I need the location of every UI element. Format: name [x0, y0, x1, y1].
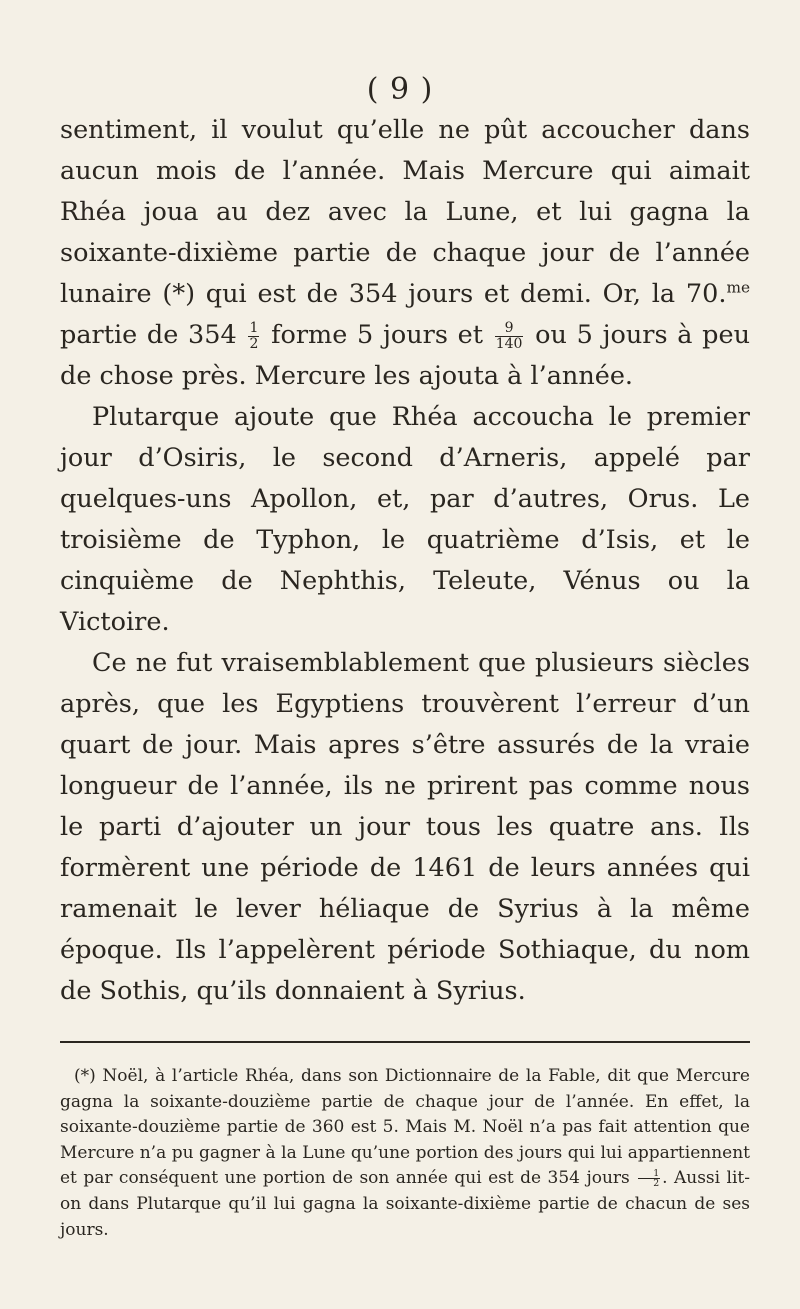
paragraph-3: Ce ne fut vraisemblablement que plusieurs siècles après, que les Egyptiens trouvèrent l’erreur d’un quart de jour. Mais apres s’être assurés de la vraie longueur de l’année, ils ne prirent pas comme nous le parti d’ajouter un jour tous les quatre ans. Ils formèrent une période de 1461 de leurs années qui ramenait le lever héliaque de Syrius à la même époque. Ils l’appelèrent période Sothiaque, du nom de Sothis, qu’ils donnaient à Syrius. [60, 648, 750, 1006]
footnote-part-2: . Aussi lit-on dans Plutarque qu’il lui gagna la soixante-dixième partie de chacun de ses jours. [60, 1168, 750, 1240]
footnote-part-1: (*) Noël, à l’article Rhéa, dans son Dictionnaire de la Fable, dit que Mercure gagna la soixante-douzième partie de chaque jour de l’année. En effet, la soixante-douzième partie de 360 est 5. Mais M. Noël n’a pas fait attention que Mercure n’a pu gagner à la Lune qu’une portion des jours qui lui appartiennent et par conséquent une portion de son année qui est de 354 jours [60, 1066, 750, 1189]
paragraph-1-part-4: ou 5 jours à peu de chose près. Mercure les ajouta à l’année. [60, 320, 750, 391]
footnote-separator [60, 1041, 750, 1043]
ordinal-superscript: me [726, 278, 750, 297]
fraction-one-half [248, 321, 259, 350]
paragraph-2: Plutarque ajoute que Rhéa accoucha le premier jour d’Osiris, le second d’Arneris, appelé par quelques-uns Apollon, et, par d’autres, Orus. Le troisième de Typhon, le quatrième d’Isis, et le cinquième de Nephthis, Teleute, Vénus ou la Victoire. [60, 402, 750, 637]
fraction-nine-140 [495, 321, 524, 350]
paragraph-1-part-2: partie de 354 [60, 320, 247, 350]
fraction-denominator: 140 [495, 335, 523, 352]
footnote [60, 1064, 750, 1243]
paragraph-1-part-1: sentiment, il voulut qu’elle ne pût accoucher dans aucun mois de l’année. Mais Mercure qui aimait Rhéa joua au dez avec la Lune, et lui gagna la soixante-dixième partie de chaque jour de l’année lunaire (*) qui est de 354 jours et demi. Or, la 70. [60, 115, 750, 309]
page-number: ( 9 ) [366, 72, 434, 107]
footnote-text [60, 1064, 750, 1243]
fraction-denominator: 2 [653, 1178, 660, 1190]
main-text [60, 110, 750, 1012]
fraction-numerator: 9 [495, 321, 524, 336]
fraction-denominator: 2 [249, 335, 259, 352]
fraction-numerator: 1 [638, 1169, 660, 1179]
paragraph-1 [60, 110, 750, 397]
fraction-numerator: 1 [249, 320, 259, 337]
footnote-fraction-one-half [638, 1169, 660, 1189]
paragraph-1-part-3: forme 5 jours et [261, 320, 493, 350]
